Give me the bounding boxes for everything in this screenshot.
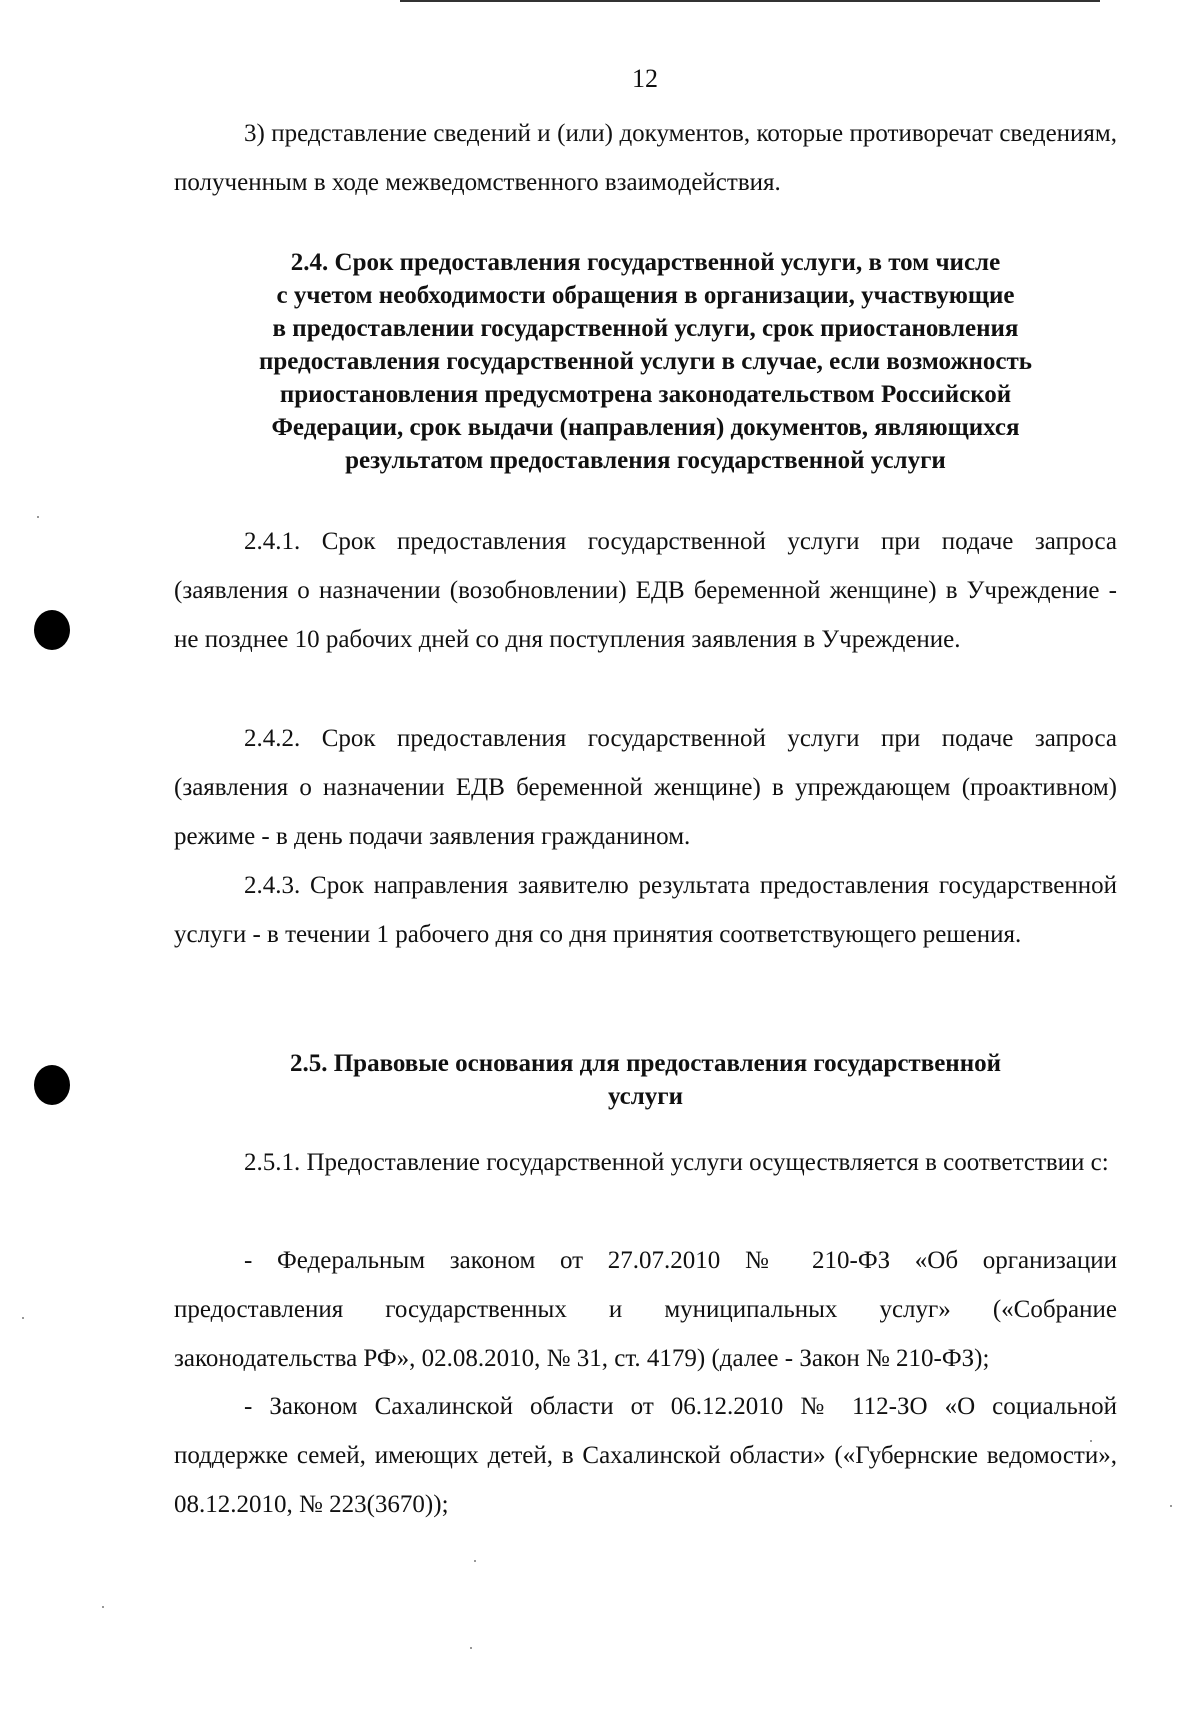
punch-hole-mark: [34, 610, 70, 650]
paragraph-2-4-2: 2.4.2. Срок предоставления государственной услуги при подаче запроса (заявления о назначении ЕДВ беременной женщине) в упреждающем (проактивном) режиме - в день подачи заявления гражданином.: [174, 725, 1117, 850]
scan-speck: [102, 1606, 104, 1608]
scan-speck: [470, 1647, 472, 1649]
paragraph-continuation: 3) представление сведений и (или) документов, которые противоречат сведениям, полученным в ходе межведомственного взаимодействия.: [174, 120, 1117, 196]
paragraph-law-210-fz: - Федеральным законом от 27.07.2010 № 210-ФЗ «Об организации предоставления государственных и муниципальных услуг» («Собрание законодательства РФ», 02.08.2010, № 31, ст. 4179) (далее - Закон № 210-ФЗ);: [174, 1247, 1117, 1372]
heading-line: с учетом необходимости обращения в организации, участвующие: [276, 282, 1015, 309]
punch-hole-mark: [34, 1065, 70, 1105]
scan-top-edge: [400, 0, 1100, 2]
page-number: 12: [632, 64, 658, 93]
heading-line: Федерации, срок выдачи (направления) документов, являющихся: [271, 414, 1020, 441]
paragraph-2-4-1: 2.4.1. Срок предоставления государственной услуги при подаче запроса (заявления о назначении (возобновлении) ЕДВ беременной женщине) в Учреждение - не позднее 10 рабочих дней со дня поступления заявления в Учреждение.: [174, 528, 1117, 653]
section-2-5-heading: [174, 1047, 1117, 1113]
scan-speck: [474, 1560, 476, 1562]
heading-line: в предоставлении государственной услуги, срок приостановления: [272, 315, 1019, 342]
scan-speck: [1090, 1440, 1092, 1442]
heading-line: 2.5. Правовые основания для предоставления государственной: [289, 1050, 1002, 1077]
scan-speck: [1170, 1505, 1172, 1507]
scan-speck: [37, 516, 39, 518]
heading-line: 2.4. Срок предоставления государственной услуги, в том числе: [290, 249, 1001, 276]
paragraph-2-4-3: 2.4.3. Срок направления заявителю результата предоставления государственной услуги - в течении 1 рабочего дня со дня принятия соответствующего решения.: [174, 872, 1117, 948]
heading-line: приостановления предусмотрена законодательством Российской: [279, 381, 1012, 408]
scan-speck: [22, 1317, 24, 1319]
paragraph-2-5-1: 2.5.1. Предоставление государственной услуги осуществляется в соответствии с:: [244, 1149, 1109, 1176]
heading-line: результатом предоставления государственной услуги: [345, 447, 946, 474]
section-2-4-heading: [174, 246, 1117, 477]
heading-line: услуги: [607, 1083, 684, 1110]
heading-line: предоставления государственной услуги в случае, если возможность: [258, 348, 1033, 375]
paragraph-law-112-zo: - Законом Сахалинской области от 06.12.2010 № 112-ЗО «О социальной поддержке семей, имеющих детей, в Сахалинской области» («Губернские ведомости», 08.12.2010, № 223(3670));: [174, 1393, 1117, 1518]
